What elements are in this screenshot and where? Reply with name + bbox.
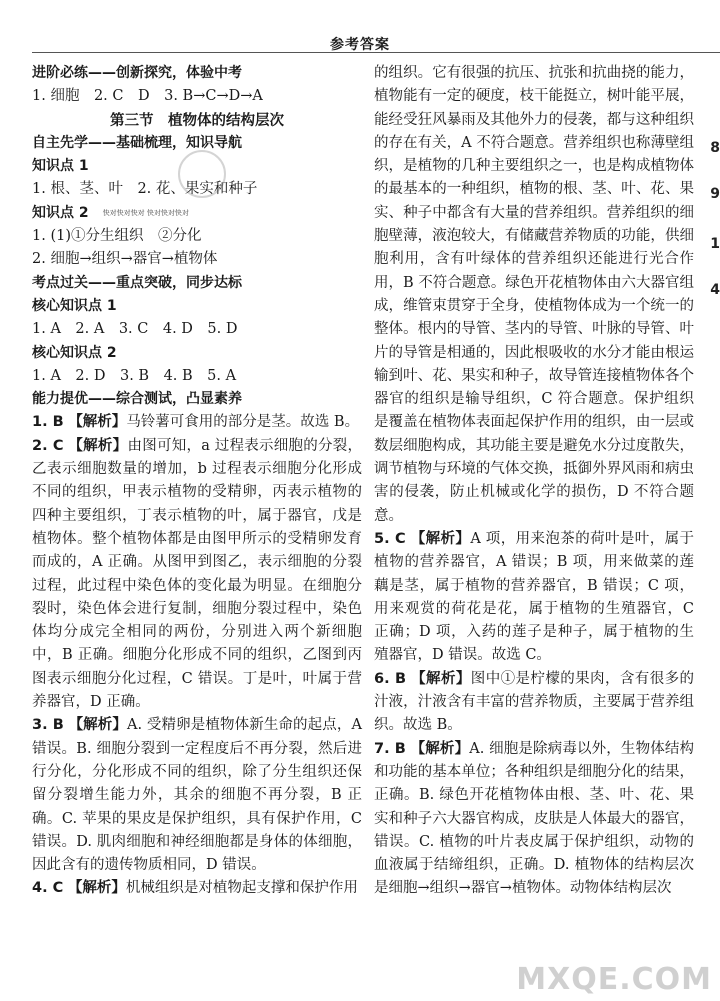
analysis-text: A. 受精卵是植物体新生命的起点，A 错误。B. 细胞分裂到一定程度后不再分裂，然后进行分化，分化形成不同的组织，除了分生组织还保留分裂增生能力外，其余的细胞不再分裂，B 正确。C. 苹果的果皮是保护组织，具有保护作用，C 错误。D. 肌肉细胞和神经细胞都是身体的体细胞，因此含有的遗传物质相同，D 错误。 bbox=[32, 717, 363, 874]
answer-line: 1. 细胞 2. C D 3. B→C→D→A bbox=[32, 88, 263, 105]
analysis-tag: 【解析】 bbox=[68, 414, 127, 431]
section-title: 第三节 植物体的结构层次 bbox=[110, 111, 284, 129]
answer-number: 6. B bbox=[374, 670, 407, 687]
analysis-text: A. 细胞是除病毒以外，生物体结构和功能的基本单位；各种组织是细胞分化的结果，正确。B. 绿色开花植物体由根、茎、叶、花、果实和种子六大器官构成，皮肤是人体最大的器官，错误。C. 植物的叶片表皮属于保护组织，动物的血液属于结缔组织，正确。D. 植物体的结构层次是细胞→组织→器官→植物体。动物体结构层次 bbox=[374, 740, 695, 897]
analysis-tag: 【解析】 bbox=[411, 670, 471, 687]
answer-item bbox=[32, 435, 362, 715]
answer-line: 1. A 2. A 3. C 4. D 5. D bbox=[32, 321, 238, 338]
edge-mark: 9 bbox=[710, 186, 720, 202]
edge-mark: 1 bbox=[710, 236, 720, 252]
analysis-text: A 项，用来泡茶的荷叶是叶，属于植物的营养器官，A 错误；B 项，用来做菜的莲藕是茎，属于植物的营养器官，B 错误；C 项，用来观赏的荷花是花，属于植物的生殖器官，C 正确；D 项，入药的莲子是种子，属于植物的生殖器官，D 错误。故选 C。 bbox=[374, 530, 694, 664]
analysis-tag: 【解析】 bbox=[410, 530, 471, 547]
answer-line: 1. (1)①分生组织 ②分化 bbox=[32, 228, 202, 245]
answer-item bbox=[32, 877, 362, 900]
analysis-text: 图中①是柠檬的果肉，含有很多的汁液，汁液含有丰富的营养物质，主要属于营养组织。故选 B。 bbox=[374, 670, 695, 734]
analysis-tag: 【解析】 bbox=[410, 740, 470, 757]
analysis-text: 机械组织是对植物起支撑和保护作用 bbox=[125, 880, 358, 897]
heading-knowledge-point-1: 知识点 1 bbox=[32, 158, 89, 175]
answer-item bbox=[32, 411, 362, 434]
small-note: 快对快对快对 快对快对快对 bbox=[102, 208, 189, 217]
analysis-tag: 【解析】 bbox=[68, 717, 128, 734]
right-column bbox=[374, 62, 694, 901]
edge-mark: 4 bbox=[710, 282, 720, 298]
answer-number: 2. C bbox=[32, 437, 64, 454]
answer-number: 4. C bbox=[32, 880, 64, 897]
knowledge-point-2-row bbox=[32, 202, 362, 225]
analysis-tag: 【解析】 bbox=[68, 437, 128, 454]
answer-line: 1. 根、茎、叶 2. 花、果实和种子 bbox=[32, 181, 258, 198]
answer-line: 2. 细胞→组织→器官→植物体 bbox=[32, 251, 218, 268]
answer-line: 1. A 2. D 3. B 4. B 5. A bbox=[32, 367, 237, 384]
page-title: 参考答案 bbox=[330, 37, 390, 53]
analysis-text: 由图可知，a 过程表示细胞的分裂，乙表示细胞数量的增加，b 过程表示细胞分化形成不同的组织，甲表示植物的受精卵，丙表示植物的四种主要组织，丁表示植物的叶，属于器官，戊是植物体。整个植物体都是由图甲所示的受精卵发育而成的，A 正确。从图甲到图乙，表示细胞的分裂过程，此过程中染色体的变化最为明显。在细胞分裂时，染色体会进行复制，细胞分裂过程中，染色体均分成完全相同的两份，分别进入两个新细胞中，B 正确。细胞分化形成不同的组织，乙图到丙图表示细胞分化过程，C 错误。丁是叶，叶属于营养器官，D 正确。 bbox=[32, 437, 362, 711]
heading-knowledge-point-2: 知识点 2 bbox=[32, 204, 89, 221]
heading-advanced-practice: 进阶必练——创新探究，体验中考 bbox=[32, 65, 242, 81]
watermark: MXQE.COM bbox=[516, 962, 712, 997]
answer-item bbox=[374, 528, 694, 668]
heading-core-point-2: 核心知识点 2 bbox=[32, 344, 117, 361]
analysis-tag: 【解析】 bbox=[67, 880, 126, 897]
answer-number: 5. C bbox=[374, 530, 406, 547]
page-header bbox=[0, 0, 720, 52]
answer-item bbox=[374, 738, 694, 901]
header-divider bbox=[32, 52, 720, 53]
answer-number: 1. B bbox=[32, 414, 64, 431]
answer-number: 3. B bbox=[32, 717, 64, 734]
left-column bbox=[32, 62, 362, 901]
edge-mark: 8 bbox=[710, 140, 720, 156]
answer-item bbox=[32, 714, 362, 877]
answer-item bbox=[374, 668, 694, 738]
heading-checkpoint: 考点过关——重点突破，同步达标 bbox=[32, 274, 242, 291]
heading-ability: 能力提优——综合测试，凸显素养 bbox=[32, 391, 242, 408]
answer-number: 7. B bbox=[374, 740, 406, 757]
analysis-text: 马铃薯可食用的部分是茎。故选 B。 bbox=[126, 414, 360, 431]
heading-core-point-1: 核心知识点 1 bbox=[32, 297, 117, 314]
heading-self-study: 自主先学——基础梳理，知识导航 bbox=[32, 134, 242, 151]
continuation-text: 的组织。它有很强的抗压、抗张和抗曲挠的能力，植物能有一定的硬度，枝干能挺立，树叶能平展，能经受狂风暴雨及其他外力的侵袭，都与这种组织的存在有关，A 不符合题意。营养组织也称薄壁组织，是植物的几种主要组织之一，也是构成植物体的最基本的一种组织，植物的根、茎、叶、花、果实、种子中都含有大量的营养组织。营养组织的细胞壁薄，液泡较大，有储藏营养物质的功能，供细胞利用，含有叶绿体的营养组织还能进行光合作用，B 不符合题意。绿色开花植物体由六大器官组成，维管束贯穿于全身，使植物体成为一个统一的整体。根内的导管、茎内的导管、叶脉的导管、叶片的导管是相通的，因此根吸收的水分才能由根运输到叶、花、果实和种子，故导管连接植物体各个器官的组织是输导组织，C 符合题意。保护组织是覆盖在植物体表面起保护作用的组织，由一层或数层细胞构成，其功能主要是避免水分过度散失，调节植物与环境的气体交换，抵御外界风雨和病虫害的侵袭，防止机械或化学的损伤，D 不符合题意。 bbox=[374, 65, 694, 524]
